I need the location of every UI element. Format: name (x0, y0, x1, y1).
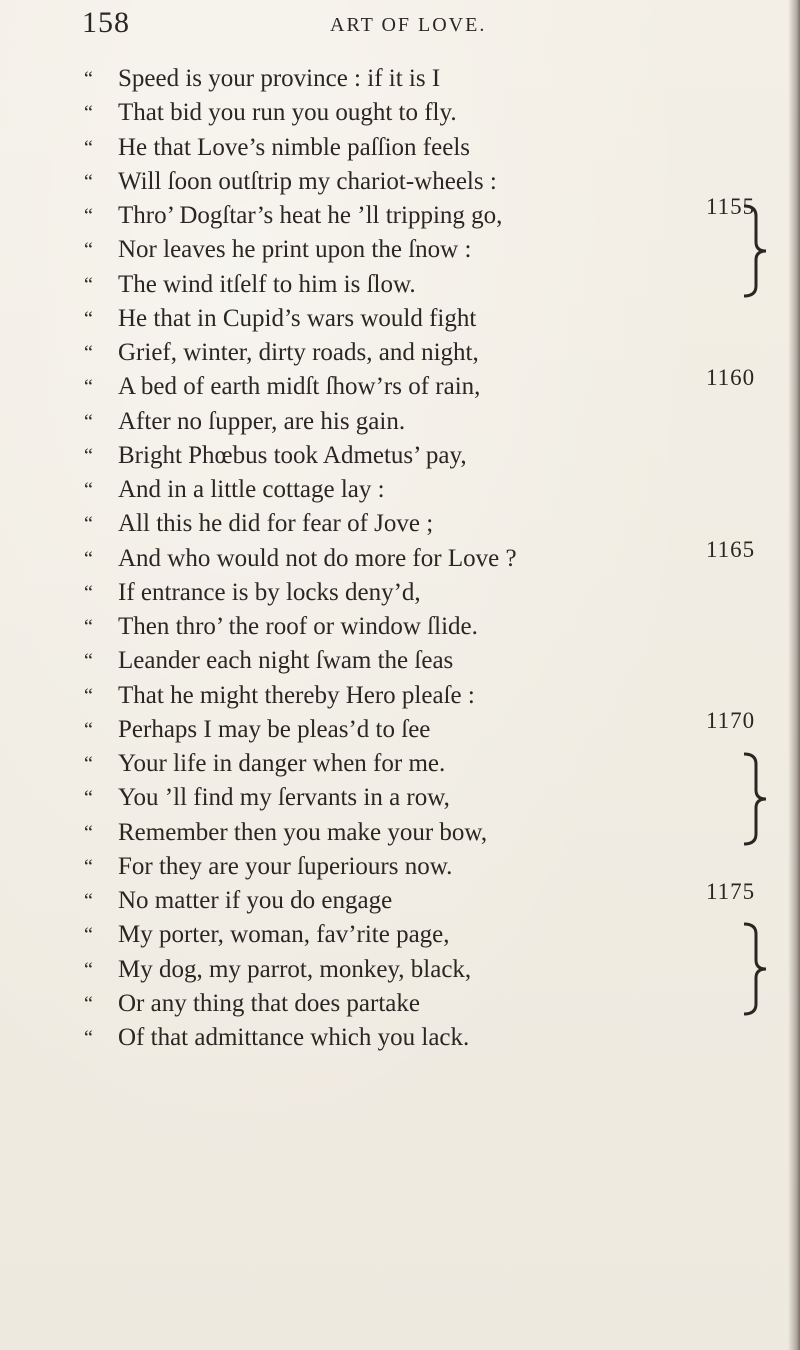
quote-mark: “ (84, 513, 93, 536)
verse-line (84, 953, 684, 987)
verse-line (84, 96, 684, 130)
verse-text: Remember then you make your bow, (118, 818, 488, 846)
verse-line (84, 679, 684, 713)
verse-text: Grief, winter, dirty roads, and night, (118, 339, 479, 366)
verse-text: That bid you run you ought to fly. (118, 99, 457, 127)
quote-mark: “ (84, 479, 93, 501)
quote-mark: “ (84, 855, 93, 878)
verse-line (84, 336, 684, 370)
verse-line (84, 302, 684, 336)
quote-mark: “ (84, 547, 93, 570)
verse-line (84, 713, 684, 747)
verse-text: Your life in danger when for me. (118, 750, 446, 777)
line-number: 1160 (706, 365, 756, 390)
verse-text: Of that admittance which you lack. (118, 1024, 470, 1051)
verse-line (84, 987, 684, 1021)
triplet-brace (740, 920, 770, 1018)
verse-text: My porter, woman, fav’rite page, (118, 921, 450, 949)
quote-mark: “ (84, 307, 93, 330)
quote-mark: “ (84, 102, 93, 125)
verse-line (84, 884, 684, 918)
quote-mark: “ (84, 753, 93, 775)
quote-mark: “ (84, 205, 93, 227)
quote-mark: “ (84, 787, 93, 810)
line-number: 1170 (706, 708, 756, 733)
page-edge-shadow (788, 0, 800, 1350)
verse-line (84, 918, 684, 952)
verse-text: Nor leaves he print upon the ſnow : (118, 236, 472, 264)
verse-text: The wind itſelf to him is ſlow. (118, 270, 416, 298)
verse-text: Or any thing that does partake (118, 989, 420, 1017)
verse-line (84, 1021, 684, 1055)
quote-mark: “ (84, 616, 93, 638)
running-head: ART OF LOVE. (330, 14, 487, 36)
verse-line (84, 131, 684, 165)
verse-line (84, 816, 684, 850)
verse-text: He that in Cupid’s wars would fight (118, 304, 477, 332)
verse-line (84, 405, 684, 439)
verse-text: Then thro’ the roof or window ſlide. (118, 613, 478, 640)
verse-text: And who would not do more for Love ? (118, 544, 517, 572)
verse-text: You ’ll find my ſervants in a row, (118, 784, 450, 812)
verse-line (84, 165, 684, 199)
verse-line (84, 268, 684, 302)
quote-mark: “ (84, 890, 93, 912)
verse-block (84, 62, 684, 1055)
quote-mark: “ (84, 992, 93, 1015)
quote-mark: “ (84, 1027, 93, 1049)
quote-mark: “ (84, 342, 93, 364)
verse-line (84, 747, 684, 781)
verse-text: And in a little cottage lay : (118, 476, 385, 503)
line-number: 1165 (706, 537, 756, 562)
verse-text: Will ſoon outſtrip my chariot-wheels : (118, 167, 497, 195)
quote-mark: “ (84, 273, 93, 296)
verse-text: Leander each night ſwam the ſeas (118, 647, 454, 675)
triplet-brace (740, 202, 770, 300)
verse-text: He that Love’s nimble paſſion feels (118, 133, 470, 161)
verse-text: That he might thereby Hero pleaſe : (118, 681, 475, 709)
verse-text: My dog, my parrot, monkey, black, (118, 955, 472, 983)
verse-text: Bright Phœbus took Admetus’ pay, (118, 441, 467, 469)
verse-line (84, 370, 684, 404)
quote-mark: “ (84, 410, 93, 433)
verse-text: Perhaps I may be pleas’d to ſee (118, 715, 431, 743)
verse-text: No matter if you do engage (118, 887, 393, 914)
verse-line (84, 233, 684, 267)
line-number: 1155 (706, 194, 756, 219)
quote-mark: “ (84, 136, 93, 159)
quote-mark: “ (84, 239, 93, 262)
quote-mark: “ (84, 444, 93, 467)
verse-text: For they are your ſuperiours now. (118, 852, 453, 880)
verse-line (84, 199, 684, 233)
quote-mark: “ (84, 170, 93, 193)
verse-line (84, 542, 684, 576)
verse-line (84, 781, 684, 815)
verse-line (84, 473, 684, 507)
triplet-brace (740, 750, 770, 848)
verse-text: All this he did for fear of Jove ; (118, 510, 434, 538)
verse-line (84, 850, 684, 884)
verse-line (84, 576, 684, 610)
verse-text: A bed of earth midſt ſhow’rs of rain, (118, 373, 481, 401)
quote-mark: “ (84, 958, 93, 981)
verse-text: If entrance is by locks deny’d, (118, 578, 421, 606)
quote-mark: “ (84, 376, 93, 399)
verse-line (84, 439, 684, 473)
quote-mark: “ (84, 821, 93, 844)
page-number: 158 (82, 6, 130, 39)
quote-mark: “ (84, 650, 93, 673)
verse-line (84, 610, 684, 644)
quote-mark: “ (84, 924, 93, 947)
quote-mark: “ (84, 718, 93, 741)
verse-line (84, 644, 684, 678)
quote-mark: “ (84, 581, 93, 604)
verse-line (84, 507, 684, 541)
verse-text: Speed is your province : if it is I (118, 65, 441, 92)
quote-mark: “ (84, 68, 93, 90)
line-number: 1175 (706, 879, 756, 904)
verse-text: After no ſupper, are his gain. (118, 407, 406, 435)
quote-mark: “ (84, 684, 93, 707)
verse-text: Thro’ Dogſtar’s heat he ’ll tripping go, (118, 202, 503, 229)
verse-line (84, 62, 684, 96)
